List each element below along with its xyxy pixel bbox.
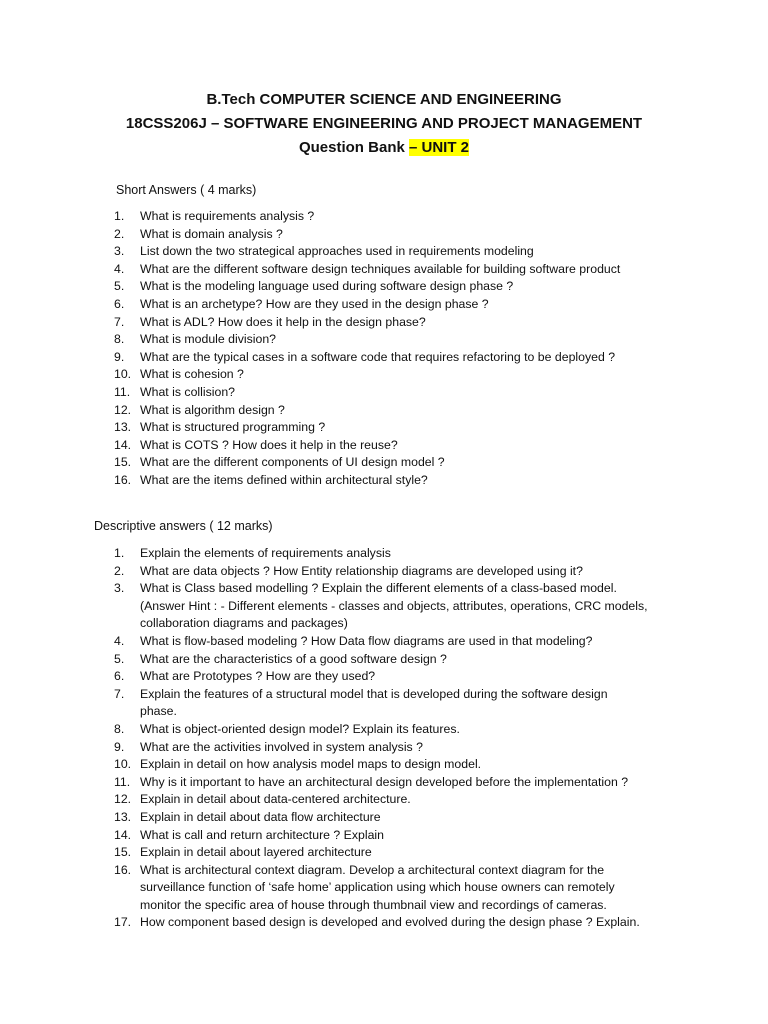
question-text: What is structured programming ? — [140, 420, 326, 435]
question-text — [140, 809, 754, 827]
list-item — [114, 651, 754, 669]
question-text — [140, 739, 754, 757]
list-item — [114, 366, 754, 384]
document-header — [0, 88, 768, 160]
list-item — [114, 809, 754, 827]
question-line: What is object-oriented design model? Explain its features. — [140, 721, 460, 736]
question-text: What is the modeling language used during software design phase ? — [140, 279, 514, 294]
item-number: 13. — [114, 809, 132, 824]
list-item — [114, 791, 754, 809]
question-text — [140, 545, 754, 563]
item-number: 4. — [114, 633, 125, 648]
item-number: 16. — [114, 862, 132, 877]
item-number: 9. — [114, 349, 125, 364]
short-answers-heading: Short Answers ( 4 marks) — [116, 183, 257, 197]
item-number: 14. — [114, 437, 132, 452]
question-line: surveillance function of ‘safe home’ application using which house owners can remotely — [140, 880, 615, 895]
question-text — [140, 686, 754, 721]
list-item — [114, 721, 754, 739]
question-text: What is module division? — [140, 332, 277, 347]
question-bank-title — [0, 136, 768, 160]
question-line: What are Prototypes ? How are they used? — [140, 669, 376, 684]
question-text: What are the items defined within architectural style? — [140, 472, 428, 487]
question-line: Explain in detail on how analysis model maps to design model. — [140, 757, 482, 772]
list-item — [114, 756, 754, 774]
question-text: What is collision? — [140, 384, 235, 399]
list-item — [114, 774, 754, 792]
item-number: 11. — [114, 384, 131, 399]
list-item — [114, 739, 754, 757]
unit-highlight: – UNIT 2 — [409, 139, 470, 156]
question-line: Explain in detail about data flow architecture — [140, 809, 381, 824]
question-line: (Answer Hint : - Different elements - classes and objects, attributes, operations, CRC models, — [140, 598, 648, 613]
question-text — [140, 580, 754, 633]
question-text — [140, 827, 754, 845]
list-item — [114, 331, 754, 349]
item-number: 12. — [114, 402, 132, 417]
question-text: What is domain analysis ? — [140, 226, 283, 241]
question-line: How component based design is developed and evolved during the design phase ? Explain. — [140, 915, 640, 930]
question-line: What is flow-based modeling ? How Data flow diagrams are used in that modeling? — [140, 633, 593, 648]
list-item — [114, 844, 754, 862]
list-item — [114, 633, 754, 651]
question-line: collaboration diagrams and packages) — [140, 616, 348, 631]
question-text: What is requirements analysis ? — [140, 209, 315, 223]
list-item — [114, 349, 754, 367]
question-line: Explain in detail about layered architecture — [140, 845, 372, 860]
question-text — [140, 791, 754, 809]
item-number: 10. — [114, 757, 132, 772]
question-text — [140, 563, 754, 581]
item-number: 7. — [114, 314, 125, 329]
list-item — [114, 278, 754, 296]
question-line: What are the characteristics of a good software design ? — [140, 651, 447, 666]
list-item — [114, 296, 754, 314]
question-line: Explain the features of a structural model that is developed during the software design — [140, 686, 608, 701]
question-text: What is cohesion ? — [140, 367, 244, 382]
item-number: 9. — [114, 739, 125, 754]
question-text — [140, 633, 754, 651]
list-item — [114, 226, 754, 244]
item-number: 17. — [114, 915, 132, 930]
question-text — [140, 774, 754, 792]
list-item — [114, 243, 754, 261]
question-text — [140, 844, 754, 862]
item-number: 1. — [114, 209, 125, 223]
short-answers-list — [114, 208, 754, 490]
list-item — [114, 402, 754, 420]
question-text — [140, 756, 754, 774]
list-item — [114, 208, 754, 226]
item-number: 3. — [114, 581, 125, 596]
question-line: What is Class based modelling ? Explain the different elements of a class-based model. — [140, 581, 617, 596]
item-number: 11. — [114, 774, 131, 789]
question-bank-label: Question Bank — [298, 139, 409, 156]
list-item — [114, 862, 754, 915]
list-item — [114, 261, 754, 279]
item-number: 6. — [114, 669, 125, 684]
question-text — [140, 668, 754, 686]
item-number: 5. — [114, 279, 125, 294]
item-number: 7. — [114, 686, 125, 701]
question-line: What is call and return architecture ? Explain — [140, 827, 385, 842]
item-number: 6. — [114, 296, 125, 311]
item-number: 10. — [114, 367, 132, 382]
question-line: What are the activities involved in system analysis ? — [140, 739, 423, 754]
question-line: phase. — [140, 704, 177, 719]
list-item — [114, 545, 754, 563]
question-line: Explain the elements of requirements analysis — [140, 546, 391, 560]
item-number: 2. — [114, 563, 125, 578]
question-line: What is architectural context diagram. Develop a architectural context diagram for the — [140, 862, 605, 877]
item-number: 16. — [114, 472, 132, 487]
list-item — [114, 686, 754, 721]
question-text: List down the two strategical approaches used in requirements modeling — [140, 244, 534, 259]
list-item — [114, 563, 754, 581]
question-text: What are the different software design techniques available for building software product — [140, 261, 621, 276]
question-text: What is algorithm design ? — [140, 402, 285, 417]
item-number: 5. — [114, 651, 125, 666]
question-text — [140, 862, 754, 915]
list-item — [114, 668, 754, 686]
item-number: 4. — [114, 261, 125, 276]
list-item — [114, 314, 754, 332]
item-number: 8. — [114, 721, 125, 736]
list-item — [114, 914, 754, 932]
list-item — [114, 437, 754, 455]
program-title: B.Tech COMPUTER SCIENCE AND ENGINEERING — [206, 91, 562, 108]
list-item — [114, 827, 754, 845]
question-text: What is COTS ? How does it help in the reuse? — [140, 437, 398, 452]
question-line: monitor the specific area of house through thumbnail view and recordings of cameras. — [140, 897, 607, 912]
item-number: 3. — [114, 244, 125, 259]
question-text: What are the different components of UI design model ? — [140, 455, 445, 470]
descriptive-answers-list — [114, 545, 754, 932]
question-text: What is an archetype? How are they used in the design phase ? — [140, 296, 489, 311]
course-title: 18CSS206J – SOFTWARE ENGINEERING AND PROJECT MANAGEMENT — [125, 115, 643, 132]
descriptive-answers-heading: Descriptive answers ( 12 marks) — [94, 519, 273, 533]
list-item — [114, 419, 754, 437]
question-text: What are the typical cases in a software code that requires refactoring to be deployed ? — [140, 349, 616, 364]
question-line: What are data objects ? How Entity relationship diagrams are developed using it? — [140, 563, 583, 578]
question-text — [140, 914, 754, 932]
question-text — [140, 721, 754, 739]
list-item — [114, 472, 754, 490]
item-number: 14. — [114, 827, 132, 842]
item-number: 15. — [114, 845, 132, 860]
item-number: 13. — [114, 420, 132, 435]
question-line: Explain in detail about data-centered architecture. — [140, 792, 411, 807]
list-item — [114, 384, 754, 402]
question-text — [140, 651, 754, 669]
item-number: 15. — [114, 455, 132, 470]
item-number: 2. — [114, 226, 125, 241]
question-line: Why is it important to have an architectural design developed before the implementation ? — [140, 774, 629, 789]
item-number: 12. — [114, 792, 132, 807]
item-number: 8. — [114, 332, 125, 347]
list-item — [114, 580, 754, 633]
list-item — [114, 454, 754, 472]
item-number: 1. — [114, 546, 125, 560]
question-text: What is ADL? How does it help in the design phase? — [140, 314, 426, 329]
